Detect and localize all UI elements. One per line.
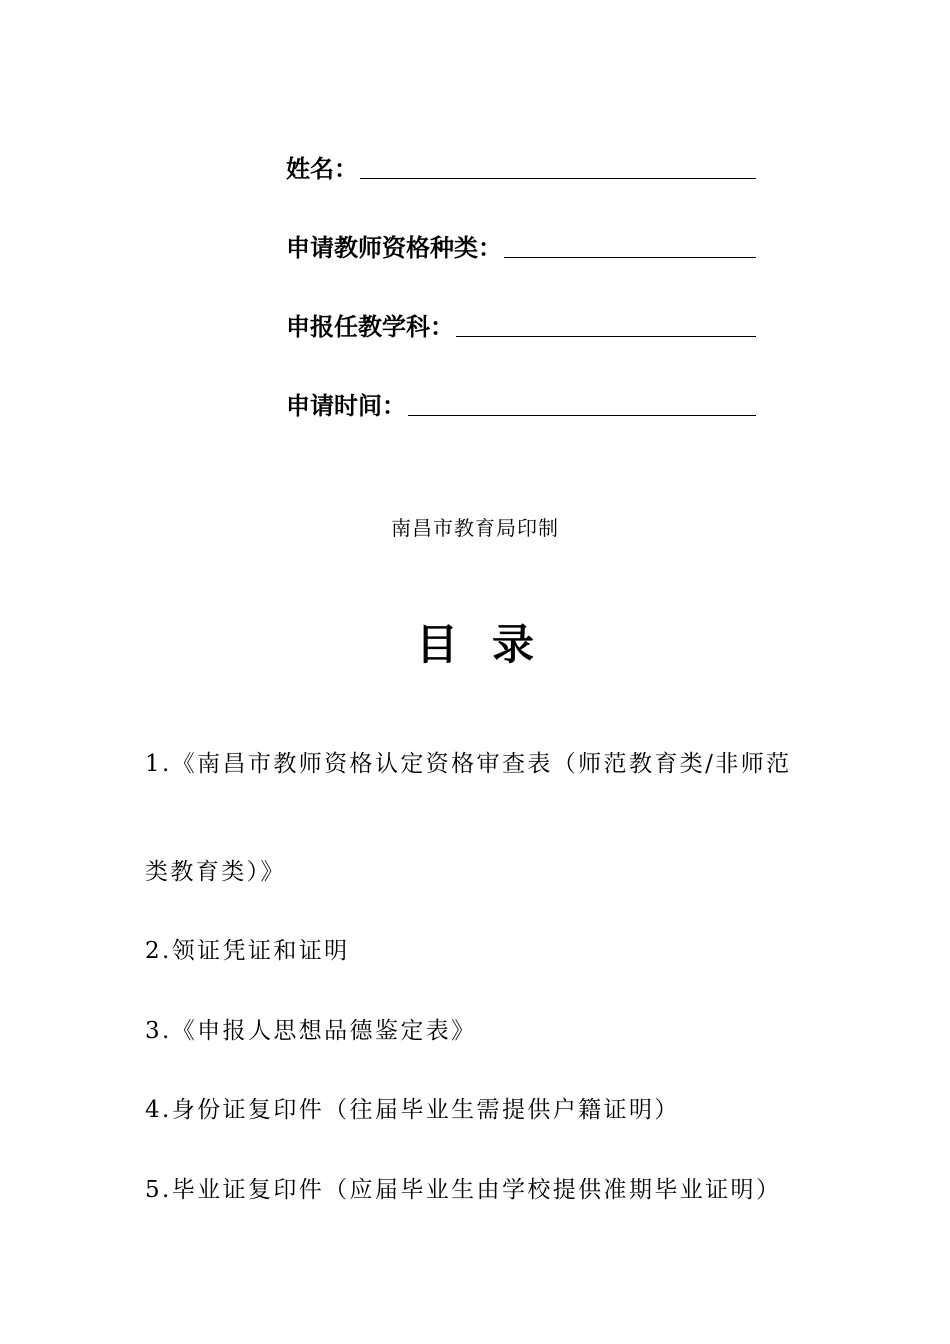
toc-item-4: 4.身份证复印件（往届毕业生需提供户籍证明） [145,1097,680,1123]
toc-item-3: 3.《申报人思想品德鉴定表》 [145,1018,477,1044]
application-date-field [286,390,756,420]
qualification-type-label: 申请教师资格种类： [286,234,502,262]
toc-item-2: 2.领证凭证和证明 [145,938,350,964]
toc-item-1-line-2: 类教育类）》 [145,859,286,885]
qualification-type-blank-line [504,257,756,258]
toc-item-1-line-1: 1.《南昌市教师资格认定资格审查表（师范教育类/非师范 [145,751,792,777]
name-field [286,153,756,183]
name-label: 姓名： [286,155,358,183]
application-date-blank-line [408,415,756,416]
publisher-line: 南昌市教育局印制 [391,516,559,540]
qualification-type-field [286,232,756,262]
teaching-subject-blank-line [456,336,756,337]
name-blank-line [360,178,756,179]
toc-item-5: 5.毕业证复印件（应届毕业生由学校提供准期毕业证明） [145,1177,782,1203]
teaching-subject-field [286,311,756,341]
teaching-subject-label: 申报任教学科： [286,313,454,341]
toc-title: 目录 [415,620,568,669]
application-date-label: 申请时间： [286,392,406,420]
